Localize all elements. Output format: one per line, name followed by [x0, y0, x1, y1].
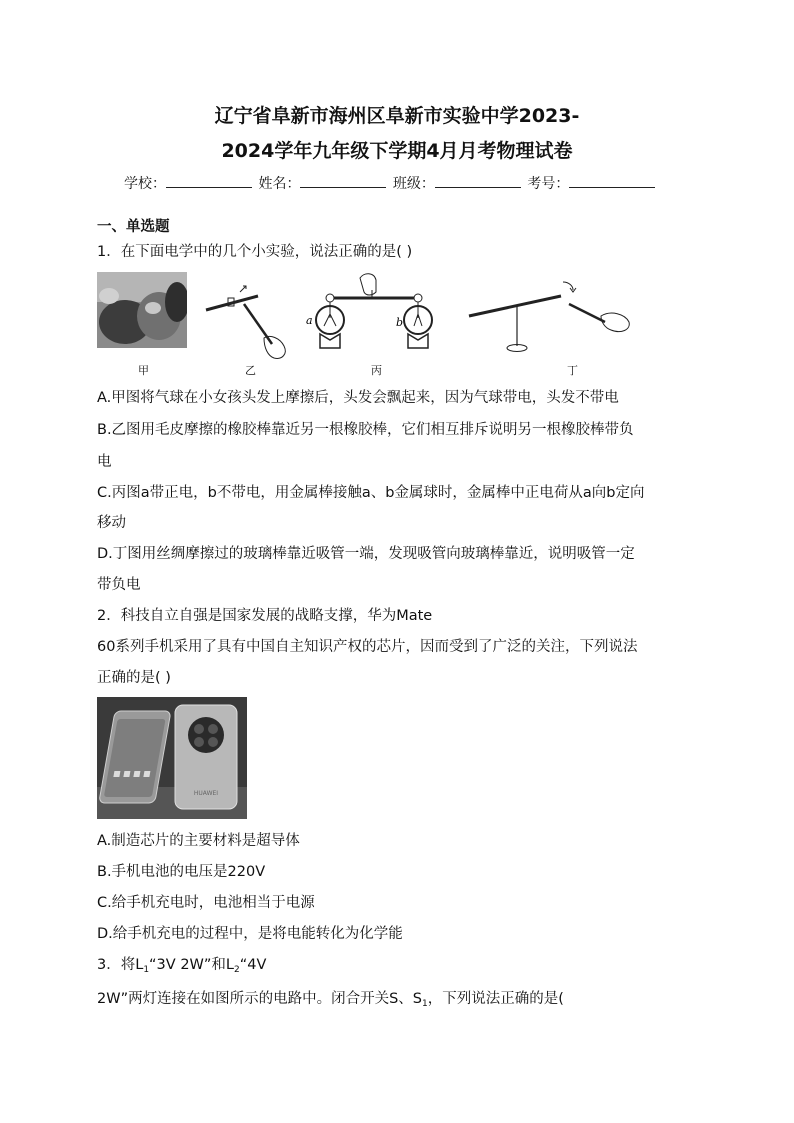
name-label: 姓名： — [258, 176, 301, 192]
fig-label-a: a — [306, 314, 313, 327]
q3-sub-1: 1 — [143, 965, 150, 975]
exam-title-line-2: 2024学年九年级下学期4月月考物理试卷 — [221, 140, 573, 162]
fig-label-yi: 乙 — [245, 364, 256, 377]
school-label: 学校： — [124, 176, 166, 192]
q2-option-b: B.手机电池的电压是220V — [97, 864, 266, 880]
q2-option-a: A.制造芯片的主要材料是超导体 — [97, 833, 300, 849]
q3-sub-2: 2 — [233, 965, 240, 975]
q1-option-d-line2: 带负电 — [97, 577, 141, 593]
class-blank[interactable] — [435, 174, 521, 188]
fig-label-jia: 甲 — [138, 364, 149, 377]
number-blank[interactable] — [569, 174, 655, 188]
name-blank[interactable] — [300, 174, 386, 188]
number-label: 考号： — [527, 176, 570, 192]
figure-phone-photo — [97, 697, 247, 819]
q3-stem2-part-b: ，下列说法正确的是( — [427, 991, 564, 1007]
fig-label-bing: 丙 — [371, 364, 382, 377]
q1-option-c-line1: C.丙图a带正电，b不带电，用金属棒接触a、b金属球时，金属棒中正电荷从a向b定向 — [97, 485, 645, 501]
school-blank[interactable] — [166, 174, 252, 188]
class-label: 班级： — [392, 176, 435, 192]
q2-stem-line3: 正确的是( ) — [97, 670, 171, 686]
q2-stem-line1: 2．科技自立自强是国家发展的战略支撑，华为Mate — [97, 608, 433, 624]
q1-option-d-line1: D.丁图用丝绸摩擦过的玻璃棒靠近吸管一端，发现吸管向玻璃棒靠近，说明吸管一定 — [97, 546, 635, 562]
q1-option-b-line2: 电 — [97, 454, 112, 470]
exam-title-line-1: 辽宁省阜新市海州区阜新市实验中学2023- — [214, 105, 580, 127]
student-info-row — [124, 173, 657, 193]
figure-bing-electroscopes — [300, 268, 450, 354]
q1-option-b-line1: B.乙图用毛皮摩擦的橡胶棒靠近另一根橡胶棒，它们相互排斥说明另一根橡胶棒带负 — [97, 422, 634, 438]
q3-stem2-part-a: 2W”两灯连接在如图所示的电路中。闭合开关S、S — [97, 991, 422, 1007]
q2-option-d: D.给手机充电的过程中，是将电能转化为化学能 — [97, 926, 403, 942]
q1-option-a: A.甲图将气球在小女孩头发上摩擦后，头发会飘起来，因为气球带电，头发不带电 — [97, 390, 619, 406]
q3-stem-line1 — [97, 953, 266, 975]
q1-stem: 1．在下面电学中的几个小实验，说法正确的是( ) — [97, 244, 413, 260]
figure-yi-rods — [200, 282, 292, 364]
figure-jia-balloon-photo — [97, 272, 187, 348]
q3-stem-part-c: “4V — [239, 957, 267, 973]
fig-label-ding: 丁 — [567, 364, 578, 377]
figure-ding-straw — [465, 278, 635, 358]
fig-label-b: b — [396, 316, 404, 329]
q3-stem-part-b: “3V 2W”和L — [149, 957, 234, 973]
q1-option-c-line2: 移动 — [97, 515, 126, 531]
q3-stem-line2 — [97, 987, 564, 1009]
phone-brand-text: HUAWEI — [193, 790, 219, 797]
q2-stem-line2: 60系列手机采用了具有中国自主知识产权的芯片，因而受到了广泛的关注，下列说法 — [97, 639, 638, 655]
section-title: 一、单选题 — [97, 219, 170, 235]
q3-stem-part-a: 3．将L — [97, 957, 144, 973]
q2-option-c: C.给手机充电时，电池相当于电源 — [97, 895, 315, 911]
q3-sub-3: 1 — [421, 999, 428, 1009]
